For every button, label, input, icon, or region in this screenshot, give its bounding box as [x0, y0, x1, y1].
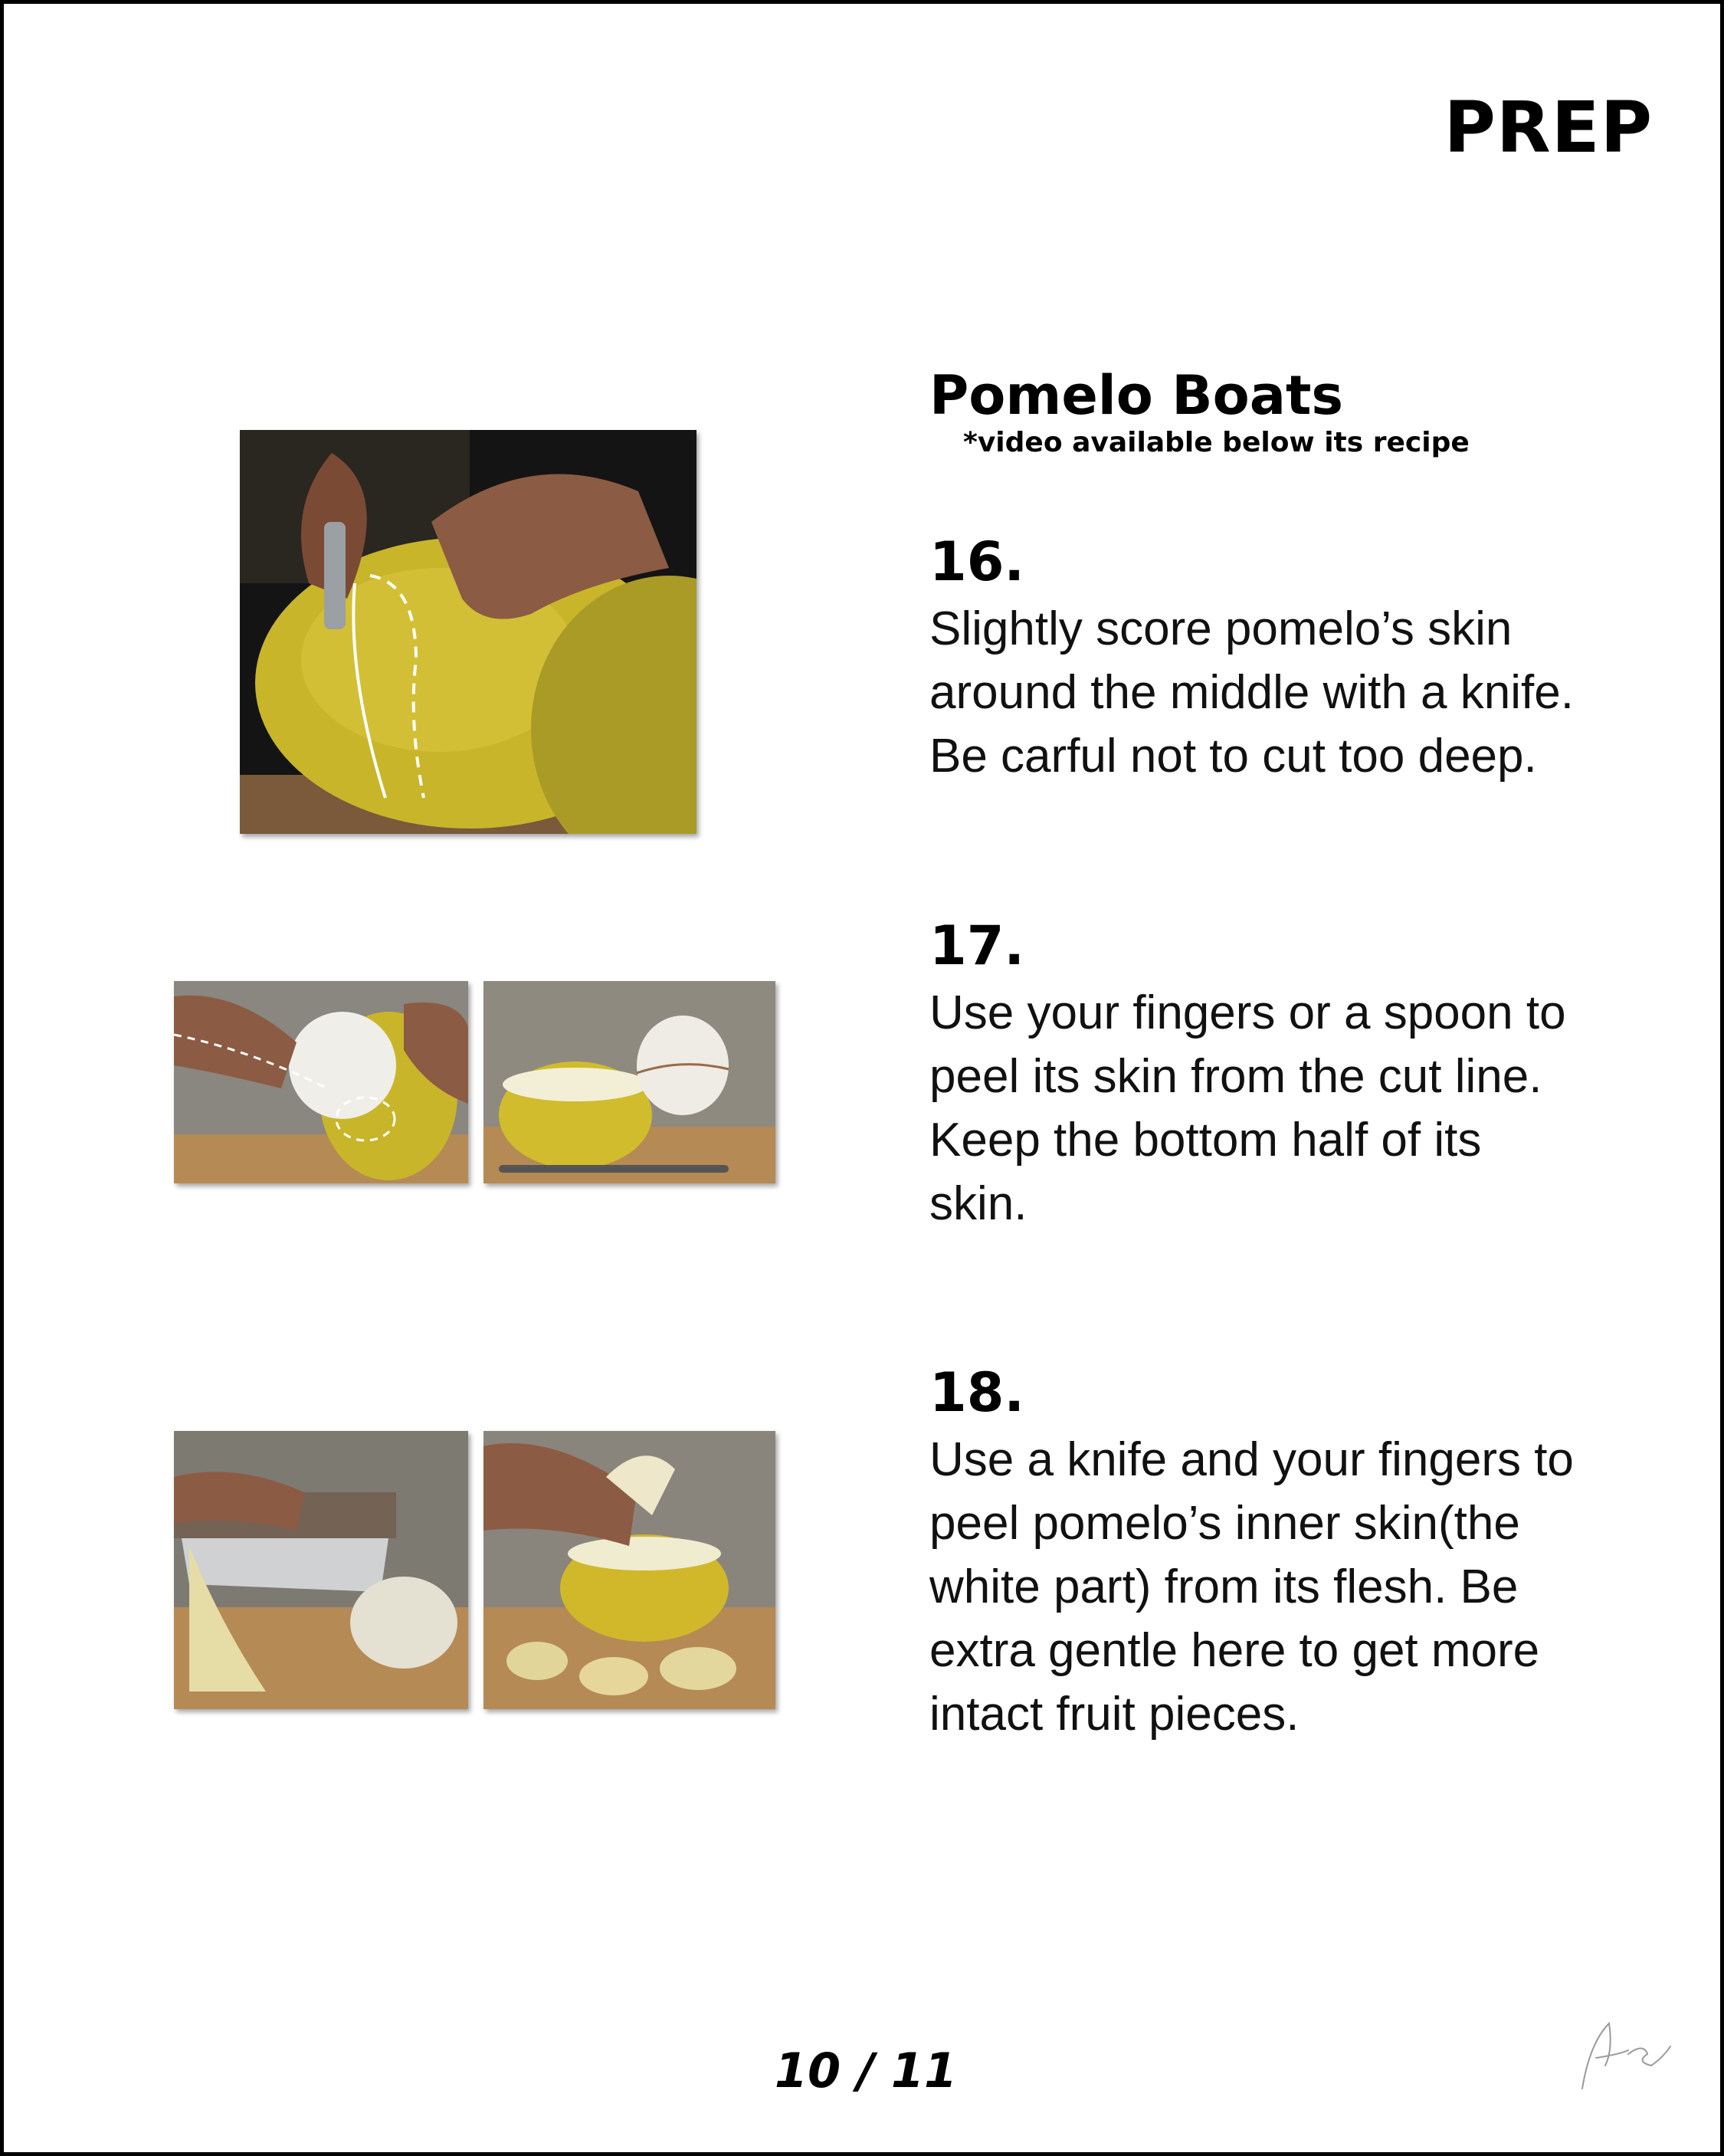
step-18: [929, 1359, 1696, 1746]
step-text: Use your fingers or a spoon to peel its skin from the cut line. Keep the bottom half of its skin.: [929, 986, 1566, 1230]
step-text: Slightly score pomelo’s skin around the middle with a knife. Be carful not to cut too deep.: [929, 602, 1574, 783]
step-number: 17.: [929, 914, 1025, 977]
step-16-photo: [240, 430, 696, 834]
step-17-photo-2: [483, 981, 775, 1183]
step-17: [929, 912, 1696, 1236]
step-18-photo-2: [483, 1431, 775, 1709]
step-17-photo-1: [174, 981, 468, 1183]
step-number: 16.: [929, 530, 1025, 593]
recipe-title: Pomelo Boats: [929, 364, 1344, 427]
step-16: [929, 528, 1696, 788]
step-text: Use a knife and your fingers to peel pomelo’s inner skin(the white part) from its flesh. Be extra gentle here to get more intact fruit pieces.: [929, 1433, 1574, 1741]
recipe-note: *video available below its recipe: [963, 427, 1470, 458]
section-title: PREP: [1444, 87, 1653, 169]
signature-icon: [1575, 2012, 1674, 2096]
step-number: 18.: [929, 1361, 1025, 1424]
step-18-photo-1: [174, 1431, 468, 1709]
page-number: 10 / 11: [774, 2043, 958, 2099]
